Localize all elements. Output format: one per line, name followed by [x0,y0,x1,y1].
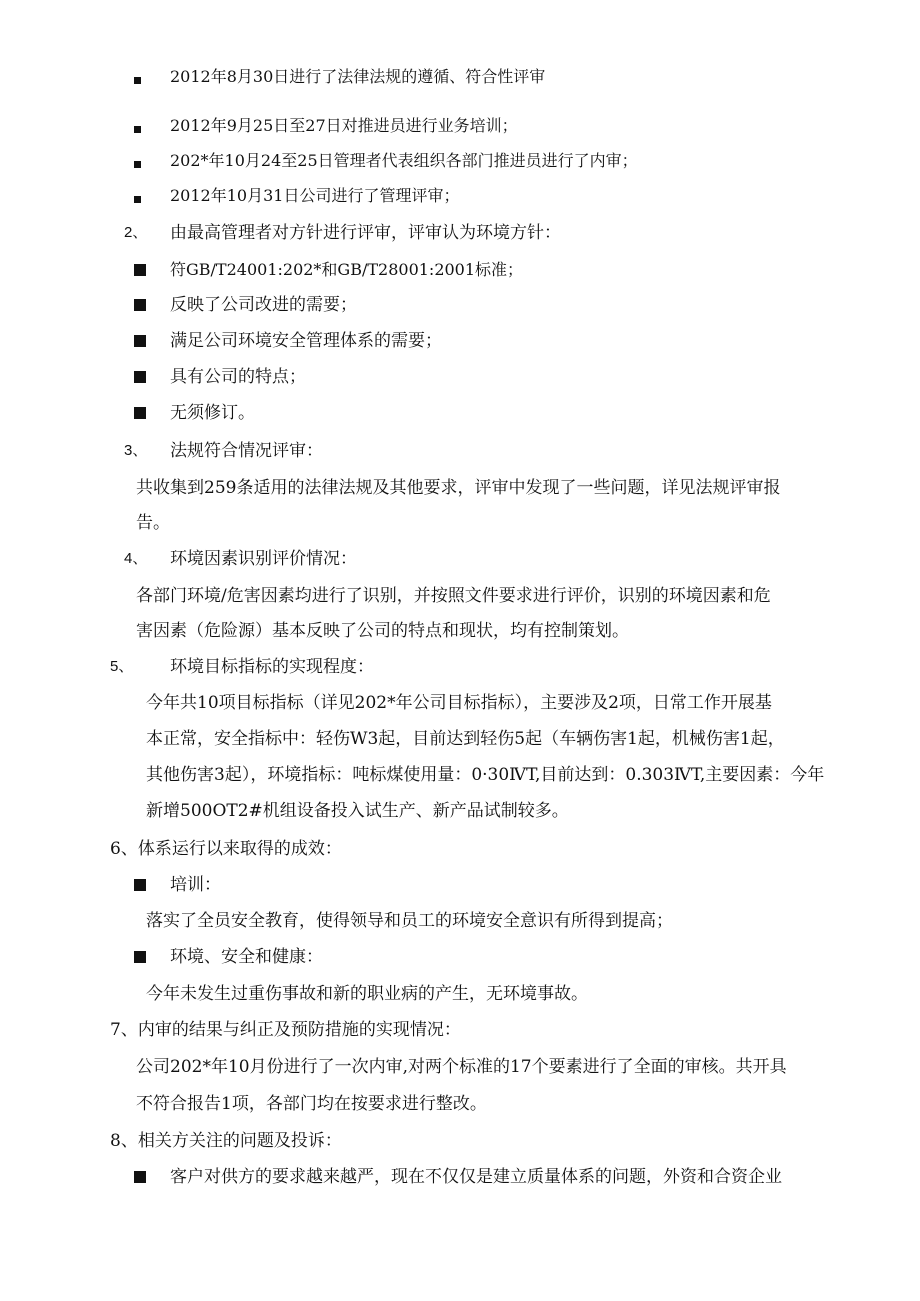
list-item: 培训： [170,875,221,895]
bullet-icon [134,371,146,383]
section-heading: 7、内审的结果与纠正及预防措施的实现情况： [110,1020,461,1040]
bullet-icon [134,161,141,168]
paragraph-line: 告。 [136,513,170,533]
list-item: 满足公司环境安全管理体系的需要； [170,331,442,351]
list-item: 环境、安全和健康： [170,947,323,967]
section-heading: 由最高管理者对方针进行评审，评审认为环境方针： [170,223,561,243]
list-item: 具有公司的特点； [170,367,306,387]
paragraph-line: 今年未发生过重伤事故和新的职业病的产生，无环境事故。 [146,984,588,1004]
list-item: 2012年10月31日公司进行了管理评审； [170,186,460,205]
section-heading: 环境因素识别评价情况： [170,549,357,569]
section-number: 3、 [124,442,148,459]
bullet-icon [134,335,146,347]
paragraph-line: 不符合报告1项，各部门均在按要求进行整改。 [136,1094,487,1114]
bullet-icon [134,407,146,419]
section-heading: 8、相关方关注的问题及投诉： [110,1131,342,1151]
paragraph-line: 害因素（危险源）基本反映了公司的特点和现状，均有控制策划。 [136,621,629,641]
bullet-icon [134,951,146,963]
paragraph-line: 本正常，安全指标中：轻伤W3起，目前达到轻伤5起（车辆伤害1起，机械伤害1起， [146,729,785,749]
list-item: 客户对供方的要求越来越严，现在不仅仅是建立质量体系的问题，外资和合资企业 [170,1167,782,1187]
section-number: 5、 [110,658,134,675]
section-number: 4、 [124,550,148,567]
section-heading: 法规符合情况评审： [170,441,323,461]
bullet-icon [134,299,146,311]
paragraph-line: 共收集到259条适用的法律法规及其他要求，评审中发现了一些问题，详见法规评审报 [136,478,781,498]
bullet-icon [134,879,146,891]
list-item: 2012年8月30日进行了法律法规的遵循、符合性评审 [170,67,546,86]
paragraph-line: 公司202*年10月份进行了一次内审,对两个标准的17个要素进行了全面的审核。共开具 [136,1057,787,1077]
bullet-icon [134,264,146,276]
section-number: 2、 [124,224,148,241]
paragraph-line: 落实了全员安全教育，使得领导和员工的环境安全意识有所得到提高； [146,911,673,931]
bullet-icon [134,126,141,133]
list-item: 202*年10月24至25日管理者代表组织各部门推进员进行了内审； [170,151,638,170]
section-heading: 6、体系运行以来取得的成效： [110,839,342,859]
paragraph-line: 各部门环境/危害因素均进行了识别，并按照文件要求进行评价，识别的环境因素和危 [136,586,771,606]
bullet-icon [134,77,141,84]
paragraph-line: 新增500OT2#机组设备投入试生产、新产品试制较多。 [146,801,569,821]
bullet-icon [134,1171,146,1183]
list-item: 反映了公司改进的需要； [170,295,357,315]
list-item: 2012年9月25日至27日对推进员进行业务培训； [170,116,518,135]
paragraph-line: 其他伤害3起），环境指标：吨标煤使用量：0·30ⅣT,目前达到：0.303ⅣT,主要因素：今年 [146,765,825,785]
list-item: 无须修订。 [170,403,255,423]
section-heading: 环境目标指标的实现程度： [170,657,374,677]
list-item: 符GB/T24001:202*和GB/T28001:2001标准； [170,260,524,279]
paragraph-line: 今年共10项目标指标（详见202*年公司目标指标），主要涉及2项，日常工作开展基 [146,693,772,713]
bullet-icon [134,196,141,203]
